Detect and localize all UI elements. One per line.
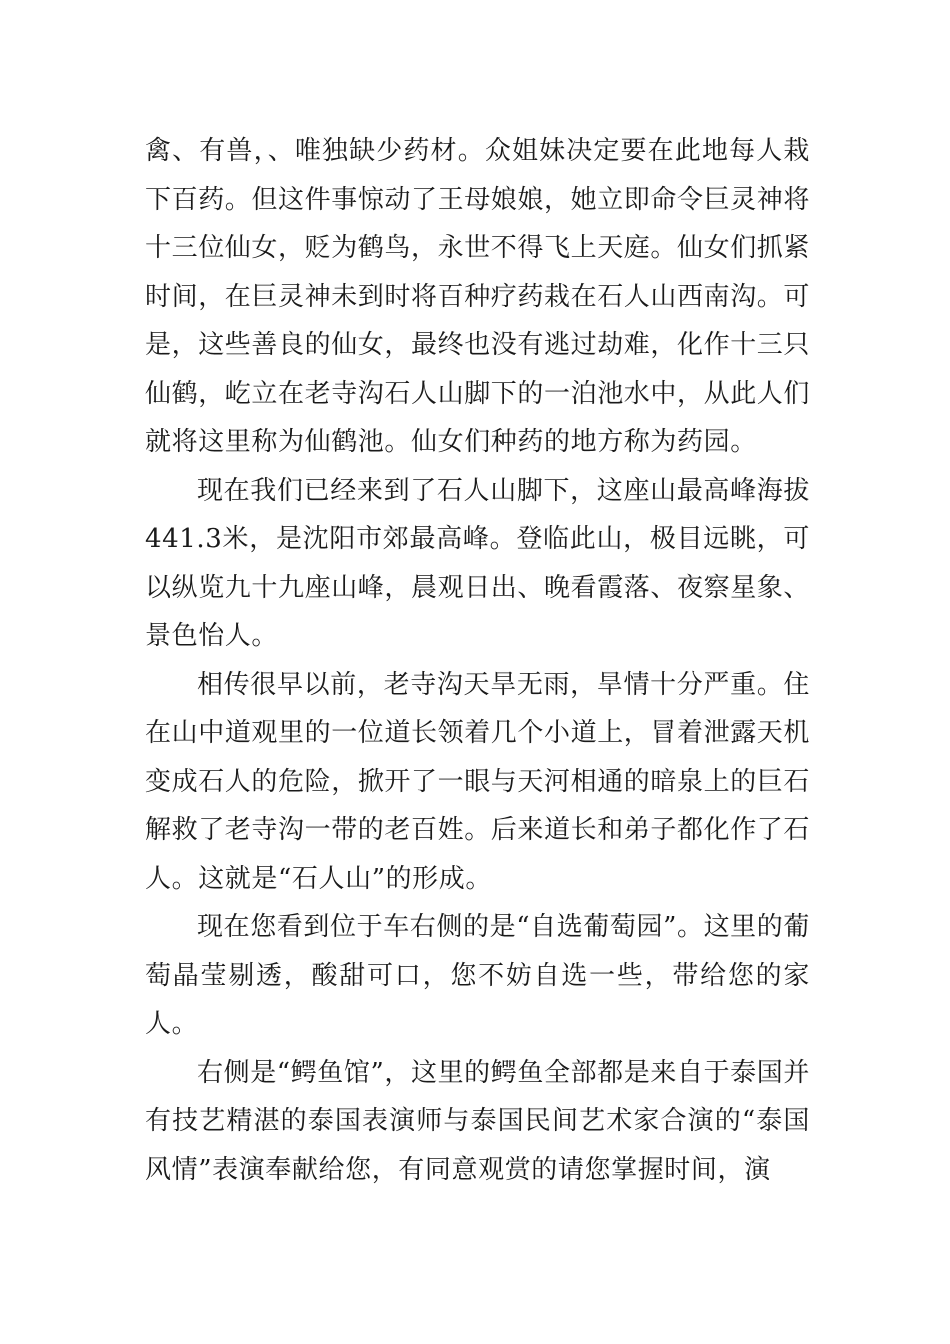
paragraph-grape-garden: 现在您看到位于车右侧的是“自选葡萄园”。这里的葡萄晶莹剔透，酸甜可口，您不妨自选一些，带给您的家人。 — [145, 912, 810, 1039]
paragraph-crocodile-hall: 右侧是“鳄鱼馆”，这里的鳄鱼全部都是来自于泰国并有技艺精湛的泰国表演师与泰国民间艺术家合演的“泰国风情”表演奉献给您，有同意观赏的请您掌握时间，演 — [145, 1057, 810, 1185]
paragraph-stone-mountain: 现在我们已经来到了石人山脚下，这座山最高峰海拔441.3米，是沈阳市郊最高峰。登临此山，极目远眺，可以纵览九十九座山峰，晨观日出、晚看霞落、夜察星象、景色怡人。 — [145, 475, 811, 651]
paragraph-legend: 相传很早以前，老寺沟天旱无雨，旱情十分严重。住在山中道观里的一位道长领着几个小道上，冒着泄露天机变成石人的危险，掀开了一眼与天河相通的暗泉上的巨石解救了老寺沟一带的老百姓。后来道长和弟子都化作了石人。这就是“石人山”的形成。 — [145, 669, 811, 894]
paragraph-continued: 禽、有兽，、唯独缺少药材。众姐妹决定要在此地每人栽下百药。但这件事惊动了王母娘娘，她立即命令巨灵神将十三位仙女，贬为鹤鸟，永世不得飞上天庭。仙女们抓紧时间，在巨灵神未到时将百种疗药栽在石人山西南沟。可是，这些善良的仙女，最终也没有逃过劫难，化作十三只仙鹤，屹立在老寺沟石人山脚下的一泊池水中，从此人们就将这里称为仙鹤池。仙女们种药的地方称为药园。 — [145, 136, 811, 457]
body-text — [145, 127, 810, 1194]
